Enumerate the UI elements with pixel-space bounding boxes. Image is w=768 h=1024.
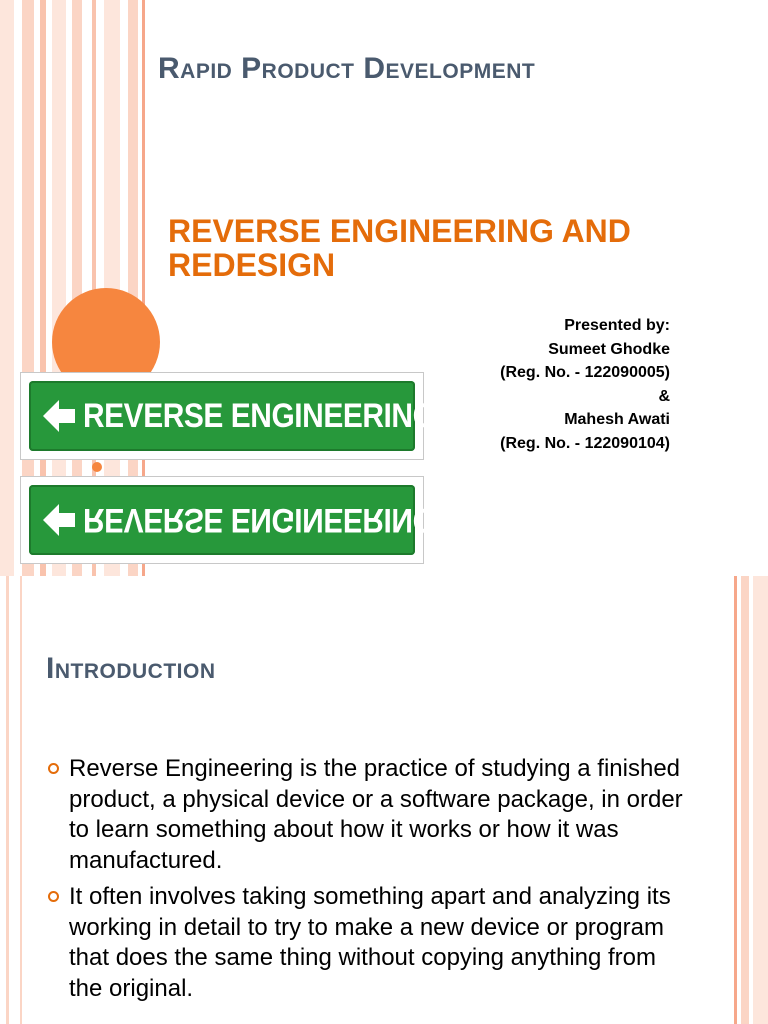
bullet-ring-icon bbox=[48, 763, 59, 774]
decor-stripe bbox=[6, 576, 9, 1024]
reverse-engineering-sign-image bbox=[20, 372, 436, 460]
decor-stripe bbox=[753, 576, 768, 1024]
slide-title: Introduction bbox=[46, 652, 216, 685]
introduction-slide bbox=[0, 576, 768, 1024]
mirrored-sign-text: REVERSE ENGINEERING bbox=[83, 501, 436, 539]
presenter-line: Sumeet Ghodke bbox=[548, 340, 670, 358]
bullet-text: It often involves taking something apart and analyzing its working in detail to try to make a new device or program that does the same thing without copying anything from the original. bbox=[69, 883, 671, 1002]
presenter-line: & bbox=[658, 387, 670, 405]
decor-stripe bbox=[0, 0, 14, 576]
bullet-text: Reverse Engineering is the practice of studying a finished product, a physical device or a software package, in order to learn something about how it works or how it was manufactured. bbox=[69, 755, 683, 874]
bullet-item bbox=[46, 882, 686, 1004]
presenters-block bbox=[440, 314, 670, 455]
presenter-line: Presented by: bbox=[564, 317, 670, 334]
slide-subtitle: REVERSE ENGINEERING AND REDESIGN bbox=[168, 213, 631, 283]
bullet-item bbox=[46, 754, 686, 876]
slide-title: Rapid Product Development bbox=[158, 52, 536, 85]
bullet-list bbox=[46, 754, 686, 1010]
decor-dot bbox=[92, 462, 102, 472]
decor-stripe bbox=[734, 576, 737, 1024]
bullet-ring-icon bbox=[48, 891, 59, 902]
presenter-line: Mahesh Awati bbox=[564, 411, 670, 428]
left-arrow-icon bbox=[39, 500, 79, 540]
mirrored-sign-image bbox=[20, 476, 436, 564]
left-arrow-icon bbox=[39, 396, 79, 436]
presenter-line: (Reg. No. - 122090104) bbox=[500, 434, 670, 452]
decor-stripe bbox=[20, 576, 22, 1024]
green-sign-mirrored bbox=[29, 485, 436, 555]
sign-text: REVERSE ENGINEERING bbox=[83, 397, 436, 435]
decor-stripe bbox=[741, 576, 749, 1024]
green-sign bbox=[29, 381, 436, 451]
presenter-line: (Reg. No. - 122090005) bbox=[500, 364, 670, 381]
